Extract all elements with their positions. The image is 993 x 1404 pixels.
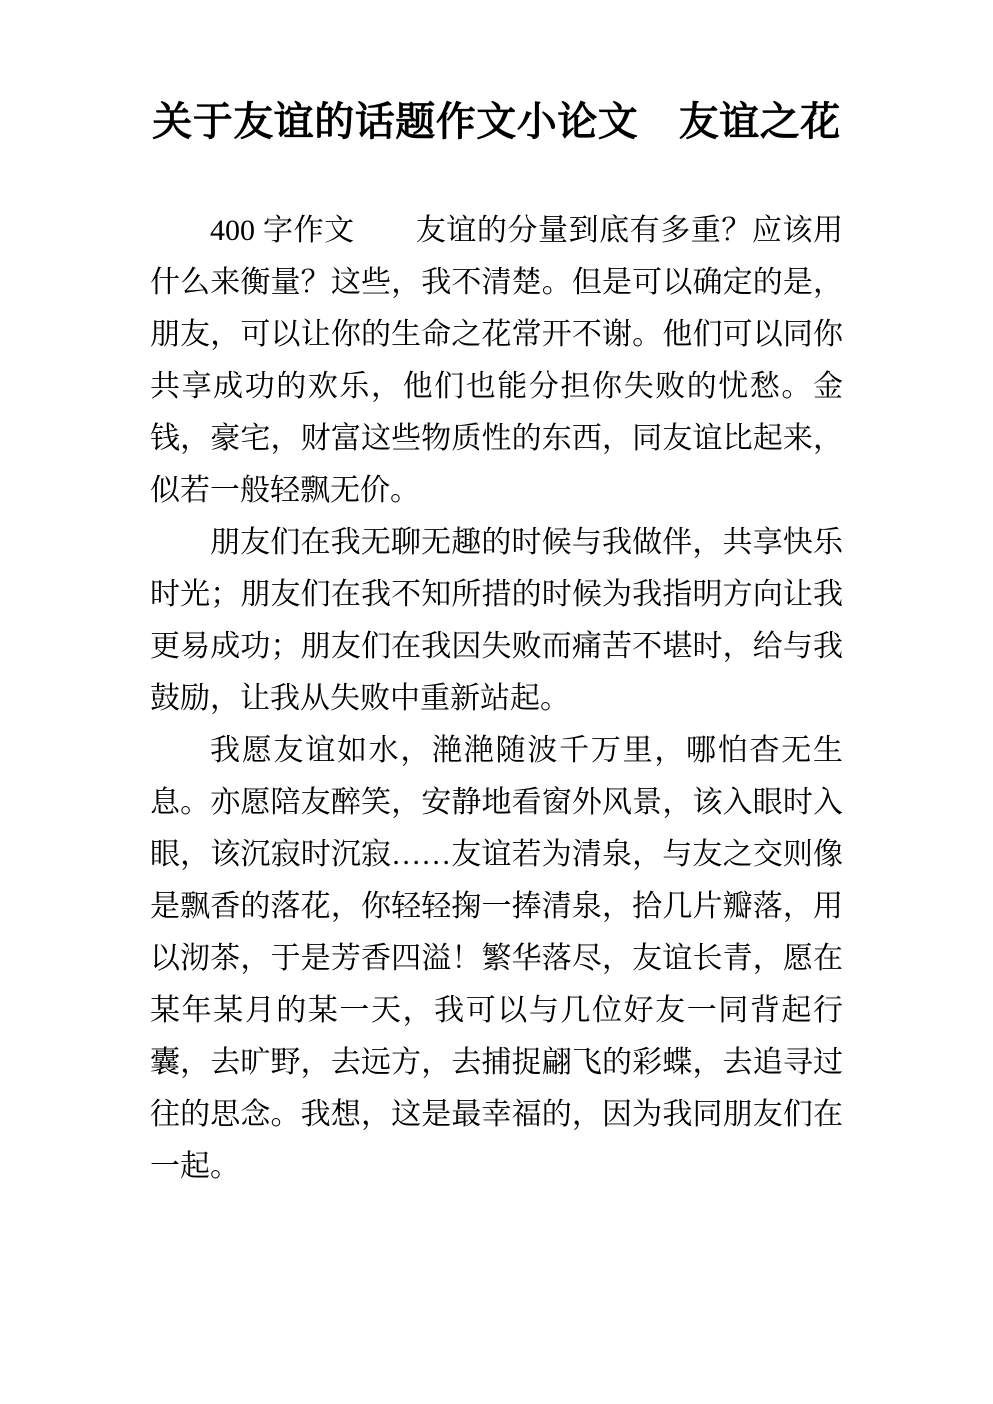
page-title: 关于友谊的话题作文小论文 友谊之花: [152, 100, 841, 144]
paragraph: 400 字作文 友谊的分量到底有多重？应该用什么来衡量？这些，我不清楚。但是可以确定的是，朋友，可以让你的生命之花常开不谢。他们可以同你共享成功的欢乐，他们也能分担你失败的忧愁。金钱，豪宅，财富这些物质性的东西，同友谊比起来，似若一般轻飘无价。: [150, 214, 843, 507]
paragraph: 我愿友谊如水，滟滟随波千万里，哪怕杳无生息。亦愿陪友醉笑，安静地看窗外风景，该入眼时入眼，该沉寂时沉寂……友谊若为清泉，与友之交则像是飘香的落花，你轻轻掬一捧清泉，拾几片瓣落，用以沏茶，于是芳香四溢！繁华落尽，友谊长青，愿在某年某月的某一天，我可以与几位好友一同背起行囊，去旷野，去远方，去捕捉翩飞的彩蝶，去追寻过往的思念。我想，这是最幸福的，因为我同朋友们在一起。: [150, 734, 843, 1183]
paragraph: 朋友们在我无聊无趣的时候与我做伴，共享快乐时光；朋友们在我不知所措的时候为我指明方向让我更易成功；朋友们在我因失败而痛苦不堪时，给与我鼓励，让我从失败中重新站起。: [150, 526, 843, 715]
document-body: [150, 205, 843, 1193]
